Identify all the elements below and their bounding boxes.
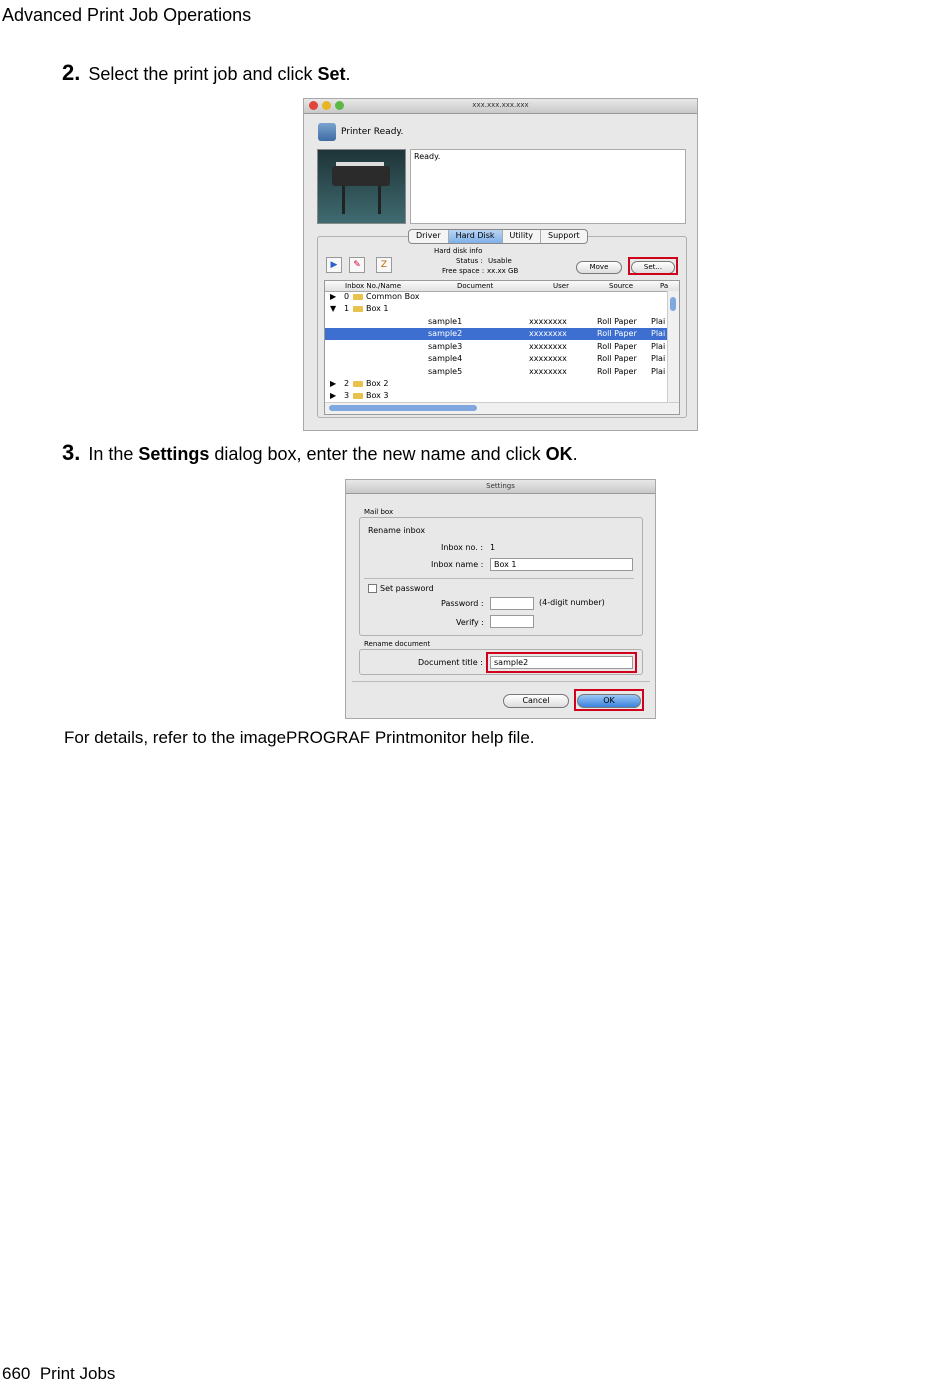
set-password-label: Set password — [380, 584, 434, 593]
ready-text: Ready. — [414, 152, 441, 161]
table-row[interactable] — [325, 341, 667, 353]
password-field[interactable] — [490, 597, 534, 610]
inbox-no: 1 — [344, 304, 350, 313]
verify-field[interactable] — [490, 615, 534, 628]
cancel-button[interactable]: Cancel — [503, 694, 569, 708]
list-item[interactable] — [325, 291, 667, 303]
hd-info-label: Hard disk info — [434, 247, 483, 255]
window-title: xxx.xxx.xxx.xxx — [472, 101, 529, 109]
doc-pa: Plai — [651, 342, 666, 351]
step-number: 2. — [62, 60, 81, 85]
set-password-checkbox[interactable] — [368, 584, 377, 593]
page-number: 660 — [2, 1364, 31, 1383]
printmonitor-window — [303, 98, 698, 431]
divider — [364, 578, 634, 579]
step-bold: Set — [317, 64, 346, 84]
verify-label: Verify : — [456, 618, 484, 627]
highlight-box — [628, 257, 678, 275]
inbox-name: Common Box — [366, 292, 420, 301]
table-row[interactable] — [325, 316, 667, 328]
divider — [352, 681, 650, 682]
col-user[interactable]: User — [553, 282, 569, 290]
step-2 — [62, 60, 351, 86]
doc-name: sample4 — [428, 354, 463, 363]
doc-source: Roll Paper — [597, 342, 637, 351]
settings-dialog — [345, 479, 656, 719]
printer-status-icon — [318, 123, 336, 141]
step-text-end: . — [572, 444, 578, 464]
tab-utility[interactable]: Utility — [503, 230, 542, 243]
step-number: 3. — [62, 440, 81, 465]
vertical-scrollbar[interactable] — [667, 291, 679, 402]
help-note: For details, refer to the imagePROGRAF Printmonitor help file. — [64, 728, 535, 747]
step-3 — [62, 440, 578, 466]
dialog-title: Settings — [486, 482, 515, 490]
doc-user: xxxxxxxx — [529, 342, 567, 351]
table-row[interactable] — [325, 353, 667, 365]
inbox-name-field[interactable]: Box 1 — [490, 558, 633, 571]
digit-hint: (4-digit number) — [539, 598, 605, 607]
col-document[interactable]: Document — [457, 282, 494, 290]
document-title-label: Document title : — [418, 658, 483, 667]
col-pa[interactable]: Pa — [660, 282, 669, 290]
status-value: Usable — [488, 257, 512, 265]
job-list — [324, 280, 680, 415]
doc-user: xxxxxxxx — [529, 317, 567, 326]
doc-source: Roll Paper — [597, 317, 637, 326]
step-text: In the — [88, 444, 139, 464]
doc-pa: Plai — [651, 317, 666, 326]
mailbox-label: Mail box — [364, 508, 394, 516]
inbox-name: Box 3 — [366, 391, 389, 400]
inbox-no-label: Inbox no. : — [441, 543, 484, 552]
step-text-end: . — [345, 64, 351, 84]
title-bar — [346, 480, 655, 494]
doc-user: xxxxxxxx — [529, 354, 567, 363]
tab-support[interactable]: Support — [548, 231, 580, 240]
step-text-mid: dialog box, enter the new name and click — [209, 444, 546, 464]
step-text: Select the print job and click — [88, 64, 318, 84]
doc-user: xxxxxxxx — [529, 329, 567, 338]
disclosure-arrow[interactable]: ▶ — [330, 292, 337, 301]
inbox-no: 0 — [344, 292, 350, 301]
status-label: Status : — [456, 257, 483, 265]
title-bar — [304, 99, 697, 114]
ok-button[interactable]: OK — [577, 694, 641, 708]
doc-source: Roll Paper — [597, 329, 637, 338]
play-icon[interactable]: ▶ — [326, 257, 342, 273]
page-header: Advanced Print Job Operations — [2, 5, 252, 25]
tab-bar — [408, 229, 588, 244]
col-source[interactable]: Source — [609, 282, 634, 290]
doc-name: sample5 — [428, 367, 463, 376]
list-item[interactable] — [325, 303, 667, 315]
inbox-no-value: 1 — [490, 543, 496, 552]
table-row[interactable] — [325, 366, 667, 378]
edit-job-icon[interactable]: Z — [376, 257, 392, 273]
folder-icon — [353, 306, 363, 312]
highlight-box — [574, 689, 644, 711]
doc-pa: Plai — [651, 329, 666, 338]
delete-job-icon[interactable]: ✎ — [349, 257, 365, 273]
tab-driver[interactable]: Driver — [409, 230, 449, 243]
inbox-no: 3 — [344, 391, 350, 400]
rename-document-label: Rename document — [364, 640, 431, 648]
disclosure-arrow[interactable]: ▶ — [330, 391, 337, 400]
doc-source: Roll Paper — [597, 354, 637, 363]
doc-name: sample3 — [428, 342, 463, 351]
doc-source: Roll Paper — [597, 367, 637, 376]
move-button[interactable]: Move — [576, 261, 622, 274]
folder-icon — [353, 393, 363, 399]
set-button[interactable]: Set... — [631, 261, 675, 274]
step-bold-2: OK — [545, 444, 573, 464]
doc-pa: Plai — [651, 354, 666, 363]
folder-icon — [353, 294, 363, 300]
free-space-value: xx.xx GB — [487, 267, 519, 275]
disclosure-arrow[interactable]: ▶ — [330, 379, 337, 388]
inbox-no: 2 — [344, 379, 350, 388]
list-item[interactable] — [325, 390, 667, 402]
doc-name: sample2 — [428, 329, 463, 338]
disclosure-arrow[interactable]: ▼ — [330, 304, 337, 313]
doc-name: sample1 — [428, 317, 463, 326]
doc-pa: Plai — [651, 367, 666, 376]
printer-status: Printer Ready. — [341, 127, 404, 137]
status-message-box — [410, 149, 686, 224]
doc-user: xxxxxxxx — [529, 367, 567, 376]
table-row-selected[interactable] — [325, 328, 667, 340]
password-label: Password : — [441, 599, 484, 608]
footer-section: Print Jobs — [39, 1364, 116, 1383]
col-inbox[interactable]: Inbox No./Name — [345, 282, 402, 290]
inbox-name-label: Inbox name : — [431, 560, 484, 569]
inbox-name: Box 2 — [366, 379, 389, 388]
printer-image — [317, 149, 406, 224]
step-bold: Settings — [138, 444, 210, 464]
list-item[interactable] — [325, 378, 667, 390]
folder-icon — [353, 381, 363, 387]
free-space-label: Free space : — [442, 267, 485, 275]
highlight-box — [486, 652, 637, 673]
document-title-field[interactable]: sample2 — [490, 656, 633, 669]
page-footer — [2, 1364, 115, 1384]
tab-hard-disk[interactable]: Hard Disk — [449, 230, 503, 243]
inbox-name: Box 1 — [366, 304, 389, 313]
horizontal-scrollbar[interactable] — [325, 402, 679, 414]
rename-inbox-label: Rename inbox — [368, 526, 426, 535]
